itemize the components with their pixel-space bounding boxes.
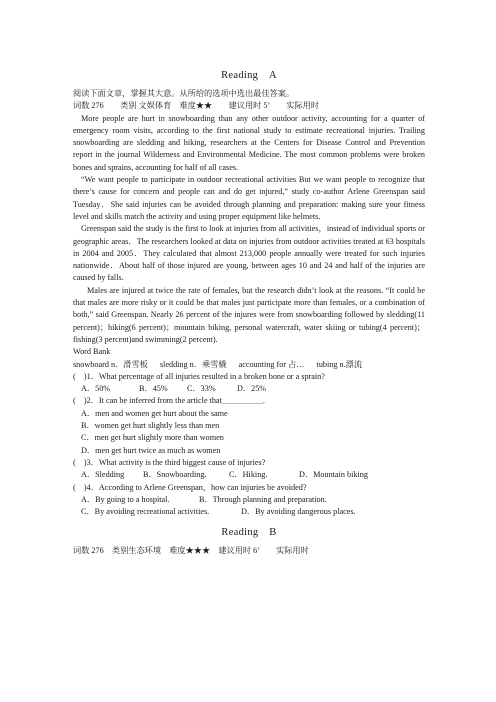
passage-paragraph-4: Males are injured at twice the rate of females, but the research didn’t look at the reasons. “It could be that males are more risky or it could be that males just participate more than females, or a combination of both,” said Greenspan. Nearly 26 percent of the injures were from snowboarding followed by sledding(11 percent)；hiking(6 percent)；mountain biking, personal watercraft, water skiing or tubing(4 percent)；fishing(3 percent)and swimming(2 percent). (73, 285, 425, 344)
passage-paragraph-3: Greenspan said the study is the first to look at injuries from all activities，instead of individual sports or geographic areas．The researchers looked at data on injuries from outdoor activities treated at 63 hospitals in 2004 and 2005．They calculated that almost 213,000 people annually were treated for such injuries nationwide．About half of those injured are young, between ages 10 and 24 and half of the injuries are caused by falls. (73, 224, 425, 283)
word-bank-item: accounting for 占… (238, 359, 305, 369)
word-bank-item: snowboard n．滑雪板 (73, 359, 148, 369)
question-4: ( )4．According to Arlene Greenspan，how can injuries be avoided? (73, 482, 307, 492)
option-a[interactable]: A．50% (81, 384, 111, 394)
word-bank (73, 359, 425, 371)
word-bank-item: tubing n.漂流 (316, 359, 363, 369)
question-3: ( )3．What activity is the third biggest cause of injuries? (73, 457, 266, 467)
option-d[interactable]: D．Mountain biking (299, 470, 368, 480)
option-a[interactable]: A．Sledding (81, 470, 125, 480)
option-b[interactable]: B．45% (139, 384, 168, 394)
option-c[interactable]: C．33% (187, 384, 216, 394)
option-d[interactable]: D．By avoiding dangerous places. (241, 507, 356, 517)
option-a[interactable]: A．By going to a hospital. (81, 494, 170, 504)
question-1: ( )1．What percentage of all injuries resulted in a broken bone or a sprain? (73, 371, 325, 381)
option-c[interactable]: C．By avoiding recreational activities. (81, 507, 210, 517)
option-b[interactable]: B．Snowboarding． (143, 470, 213, 480)
question-4-options-row2 (73, 506, 425, 518)
option-d[interactable]: D．25% (237, 384, 267, 394)
option-c[interactable]: C．men get hurt slightly more than women (81, 433, 224, 443)
option-d[interactable]: D．men get hurt twice as much as women (81, 445, 221, 455)
reading-a-meta: 词数 276 类别 文娱体育 难度★★ 建议用时 5’ 实际用时 (73, 101, 320, 111)
word-bank-title: Word Bank (73, 347, 111, 357)
option-a[interactable]: A．men and women get hurt about the same (81, 408, 228, 418)
option-c[interactable]: C．Hiking． (229, 470, 274, 480)
question-4-options-row1 (73, 494, 425, 506)
passage-paragraph-2: “We want people to participate in outdoor recreational activities But we want people to recognize that there’s cause for concern and people can and do get injured,” study co-author Arlene Greenspan said Tuesday．She said injuries can be avoided through planning and preparation: making sure your fitness level and skills match the activity and using proper equipment like helmets. (73, 175, 425, 221)
question-1-options (73, 383, 425, 395)
reading-b-meta: 词数 276 类别生态环境 难度★★★ 建议用时 6’ 实际用时 (73, 546, 309, 556)
reading-a-title: Reading A (221, 70, 277, 81)
word-bank-item: sledding n．乘雪橇 (159, 359, 227, 369)
document-page (73, 62, 425, 558)
reading-b-title: Reading B (221, 527, 277, 539)
instruction-text: 阅读下面文章，掌握其大意。从所给的选项中选出最佳答案。 (73, 89, 295, 98)
option-b[interactable]: B．women get hurt slightly less than men (81, 421, 220, 431)
option-b[interactable]: B．Through planning and preparation. (199, 494, 327, 504)
question-3-options (73, 469, 425, 481)
question-2: ( )2．It can be inferred from the article that＿＿＿＿＿. (73, 396, 265, 406)
passage-paragraph-1: More people are hurt in snowboarding than any other outdoor activity, accounting for a quarter of emergency room visits, according to the first national study to estimate recreational injuries. Trailing snowboarding are sledding and hiking, researchers at the Centers for Disease Control and Prevention report in the journal Wilderness and Environmental Medicine. The most common problems were broken bones and sprains, accounting for half of all cases. (73, 113, 425, 172)
